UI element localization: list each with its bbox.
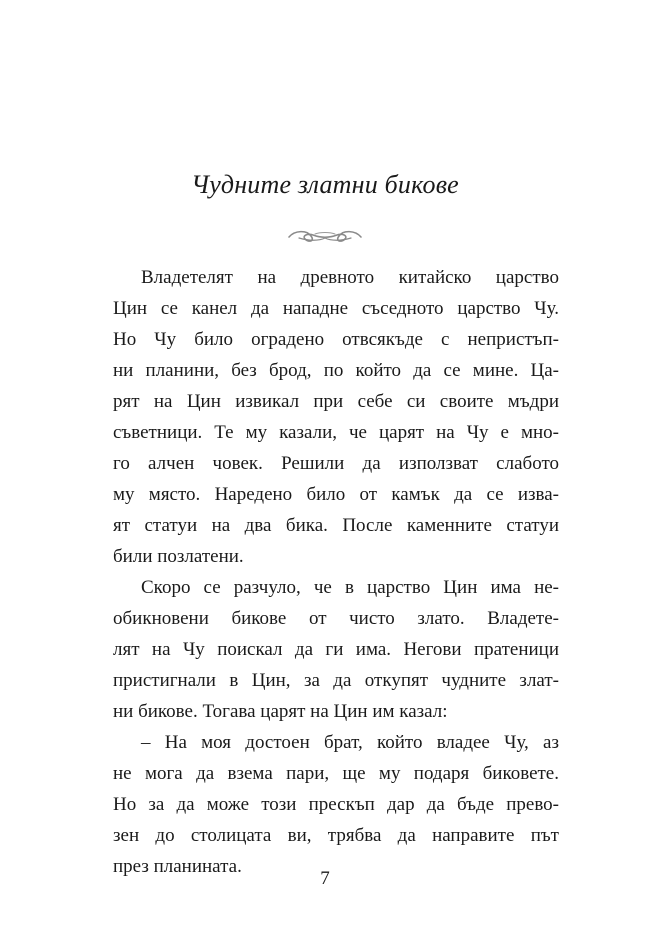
text-line: били позлатени.	[113, 546, 244, 567]
text-line: не мога да взема пари, ще му подаря биковете.	[113, 763, 559, 784]
paragraph-3	[113, 727, 559, 882]
text-line: зен до столицата ви, трябва да направите път	[113, 825, 559, 846]
text-line: съветници. Те му казали, че царят на Чу е мно-	[113, 422, 559, 443]
page-number: 7	[320, 868, 330, 889]
text-line: го алчен човек. Решили да използват слабото	[113, 453, 559, 474]
paragraph-2	[113, 572, 559, 727]
text-line: Цин се канел да нападне съседното царство Чу.	[113, 298, 559, 319]
text-line: лят на Чу поискал да ги има. Негови пратеници	[113, 639, 559, 660]
text-line: ни бикове. Тогава царят на Цин им казал:	[113, 701, 448, 722]
paragraph-1	[113, 262, 559, 572]
text-line: Владетелят на древното китайско царство	[141, 267, 559, 288]
text-line: ни планини, без брод, по който да се мине. Ца-	[113, 360, 559, 381]
chapter-title: Чудните златни бикове	[191, 170, 459, 199]
text-line: рят на Цин извикал при себе си своите мъдри	[113, 391, 559, 412]
swash-ornament-icon	[285, 226, 365, 246]
text-line: ят статуи на два бика. После каменните статуи	[113, 515, 559, 536]
text-line: през планината.	[113, 856, 242, 877]
text-line: Скоро се разчуло, че в царство Цин има не-	[141, 577, 559, 598]
text-line: обикновени бикове от чисто злато. Владете-	[113, 608, 559, 629]
text-line: му място. Наредено било от камък да се изва-	[113, 484, 559, 505]
body-text	[113, 262, 559, 882]
text-line: пристигнали в Цин, за да откупят чудните злат-	[113, 670, 559, 691]
text-line: – На моя достоен брат, който владее Чу, аз	[141, 732, 559, 753]
text-line: Но Чу било оградено отвсякъде с непристъп-	[113, 329, 559, 350]
text-line: Но за да може този прескъп дар да бъде прево-	[113, 794, 559, 815]
